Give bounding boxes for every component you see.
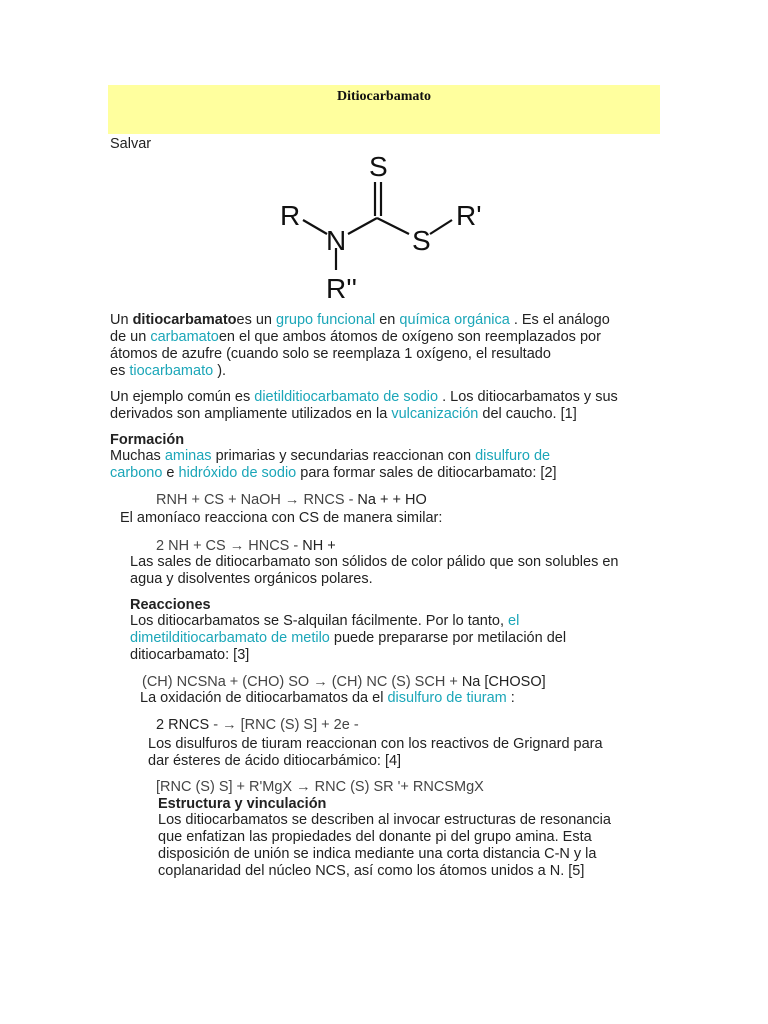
link-disulfuro-carbono[interactable]: disulfuro de: [475, 448, 551, 464]
equation-4: 2 RNCS - → [RNC (S) S] + 2e -: [156, 717, 359, 733]
equation-5: [RNC (S) S] + R'MgX → RNC (S) SR '+ RNCSMgX: [156, 779, 484, 795]
title-banner: [108, 85, 660, 134]
atom-r-prime: R': [456, 200, 482, 231]
heading-estructura: Estructura y vinculación: [158, 796, 327, 812]
atom-r-left: R: [280, 200, 301, 231]
atom-r-dprime: R'': [326, 273, 357, 304]
grignard-line-1: Los disulfuros de tiuram reaccionan con los reactivos de Grignard para: [148, 736, 603, 752]
equation-1: RNH + CS + NaOH → RNCS - Na + + HO: [156, 492, 427, 508]
salts-line-2: agua y disolventes orgánicos polares.: [130, 571, 373, 587]
save-link[interactable]: Salvar: [110, 136, 152, 152]
link-dietilditiocarbamato[interactable]: dietilditiocarbamato de sodio: [254, 389, 439, 405]
bond-r-n: [303, 220, 327, 234]
link-carbono[interactable]: carbono: [110, 465, 163, 481]
link-dimetilditiocarbamato[interactable]: dimetilditiocarbamato de metilo: [130, 630, 330, 646]
link-el[interactable]: el: [508, 613, 520, 629]
atom-s-top: S: [369, 151, 388, 182]
link-disulfuro-tiuram[interactable]: disulfuro de tiuram: [387, 690, 507, 706]
link-quimica-organica[interactable]: química orgánica: [399, 312, 510, 328]
salts-line-1: Las sales de ditiocarbamato son sólidos de color pálido que son solubles en: [130, 554, 619, 570]
grignard-line-2: dar ésteres de ácido ditiocarbámico: [4]: [148, 753, 402, 769]
bond-n-c: [348, 218, 377, 234]
heading-reacciones: Reacciones: [130, 597, 211, 613]
atom-s-right: S: [412, 225, 431, 256]
page-title: Ditiocarbamato: [336, 89, 432, 104]
equation-2: 2 NH + CS → HNCS - NH +: [156, 538, 336, 554]
equation-3: (CH) NCSNa + (CHO) SO → (CH) NC (S) SCH + Na [CHOSO]: [142, 674, 546, 690]
link-hidroxido-sodio[interactable]: hidróxido de sodio: [178, 465, 297, 481]
bond-s-rprime: [430, 220, 452, 234]
heading-formacion: Formación: [110, 432, 185, 448]
oxidation-text: La oxidación de ditiocarbamatos da el disulfuro de tiuram :: [140, 690, 515, 706]
link-aminas[interactable]: aminas: [164, 448, 212, 464]
link-tiocarbamato[interactable]: tiocarbamato: [129, 363, 214, 379]
link-carbamato[interactable]: carbamato: [150, 329, 219, 345]
atom-n: N: [326, 225, 347, 256]
link-grupo-funcional[interactable]: grupo funcional: [276, 312, 376, 328]
dithiocarbamate-structure: [272, 150, 512, 310]
bond-c-s: [377, 218, 409, 234]
link-vulcanizacion[interactable]: vulcanización: [391, 406, 479, 422]
ammonia-text: El amoníaco reacciona con CS de manera similar:: [120, 510, 443, 526]
